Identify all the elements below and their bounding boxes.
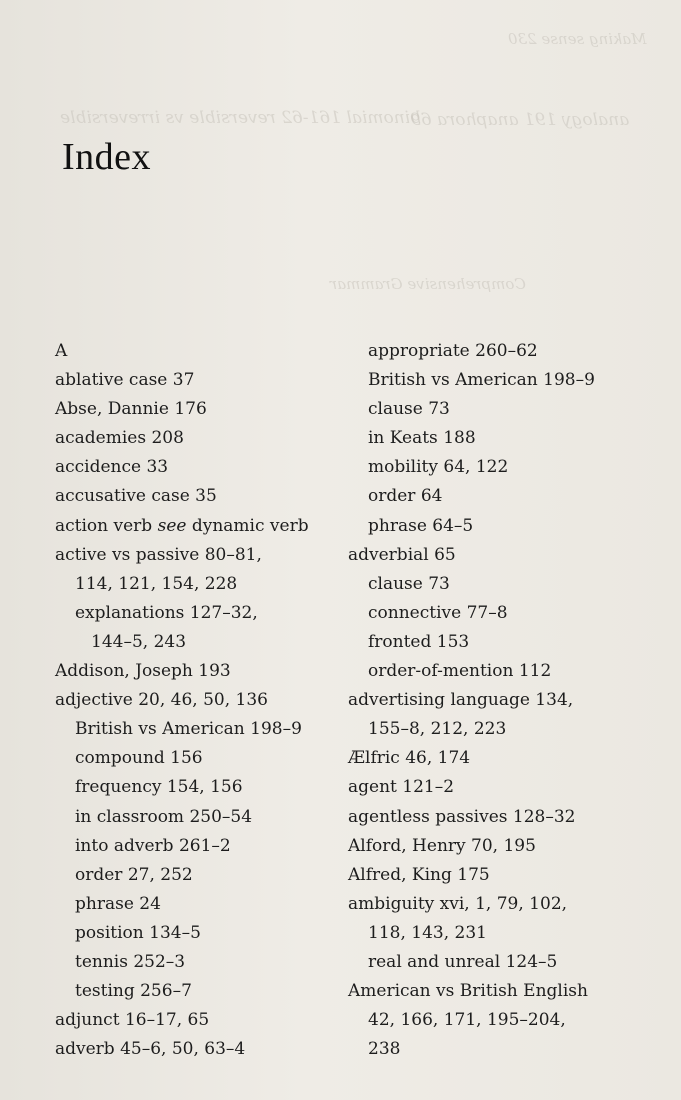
index-entry: Abse, Dannie 176	[55, 399, 207, 420]
index-entry: explanations 127–32,	[75, 602, 258, 623]
index-entry: Alfred, King 175	[348, 864, 490, 885]
bleed-through-text: binomial 161-62 reversible vs irreversible	[60, 108, 422, 128]
index-entry: phrase 64–5	[368, 515, 474, 536]
index-entry: ambiguity xvi, 1, 79, 102,	[348, 893, 568, 914]
index-entry: real and unreal 124–5	[368, 951, 558, 972]
index-entry: clause 73	[368, 573, 450, 594]
index-entry: frequency 154, 156	[75, 777, 243, 798]
index-entry: British vs American 198–9	[75, 719, 302, 740]
index-entry: adverbial 65	[348, 544, 456, 565]
index-entry: ablative case 37	[55, 370, 195, 391]
index-entry: mobility 64, 122	[368, 457, 509, 478]
index-entry: action verb see dynamic verb	[55, 515, 309, 536]
index-entry: American vs British English	[348, 981, 588, 1002]
index-letter-heading: A	[55, 341, 68, 361]
index-entry: 42, 166, 171, 195–204,	[368, 1010, 566, 1031]
index-entry: in classroom 250–54	[75, 806, 253, 827]
index-column-right	[348, 337, 668, 1064]
index-entry: 114, 121, 154, 228	[75, 573, 238, 594]
index-entry: phrase 24	[75, 893, 161, 914]
bleed-through-text: Comprehensive Grammar	[330, 275, 526, 293]
index-entry: in Keats 188	[368, 428, 476, 449]
index-entry: accusative case 35	[55, 486, 217, 507]
index-entry: agent 121–2	[348, 777, 455, 798]
index-entry: 118, 143, 231	[368, 922, 487, 943]
index-entry: accidence 33	[55, 457, 169, 478]
index-entry: advertising language 134,	[348, 690, 574, 711]
index-entry: active vs passive 80–81,	[55, 544, 262, 565]
index-entry: fronted 153	[368, 631, 470, 652]
index-entry: testing 256–7	[75, 981, 192, 1002]
index-entry: adverb 45–6, 50, 63–4	[55, 1039, 246, 1060]
index-entry: tennis 252–3	[75, 951, 186, 972]
index-entry: Addison, Joseph 193	[55, 661, 231, 682]
page-title: Index	[62, 136, 152, 178]
index-entry: adjective 20, 46, 50, 136	[55, 690, 268, 711]
index-entry: into adverb 261–2	[75, 835, 231, 856]
index-entry: connective 77–8	[368, 602, 508, 623]
index-entry: 155–8, 212, 223	[368, 719, 507, 740]
index-entry: order 27, 252	[75, 864, 193, 885]
index-entry: adjunct 16–17, 65	[55, 1010, 210, 1031]
index-entry: compound 156	[75, 748, 203, 769]
index-entry: Ælfric 46, 174	[348, 748, 471, 769]
index-entry: appropriate 260–62	[368, 341, 538, 361]
index-entry: clause 73	[368, 399, 450, 420]
index-entry: academies 208	[55, 428, 184, 449]
index-entry: British vs American 198–9	[368, 370, 595, 391]
bleed-through-header: Making sense 230	[508, 30, 647, 48]
index-entry: 144–5, 243	[91, 631, 187, 652]
index-entry: order 64	[368, 486, 443, 507]
index-entry: 238	[368, 1039, 401, 1060]
index-entry: order-of-mention 112	[368, 661, 552, 682]
index-entry: agentless passives 128–32	[348, 806, 576, 827]
index-entry: Alford, Henry 70, 195	[348, 835, 536, 856]
bleed-through-text: analogy 191 anaphora 69	[410, 110, 630, 130]
index-entry: position 134–5	[75, 922, 201, 943]
index-column-left	[55, 337, 345, 1064]
